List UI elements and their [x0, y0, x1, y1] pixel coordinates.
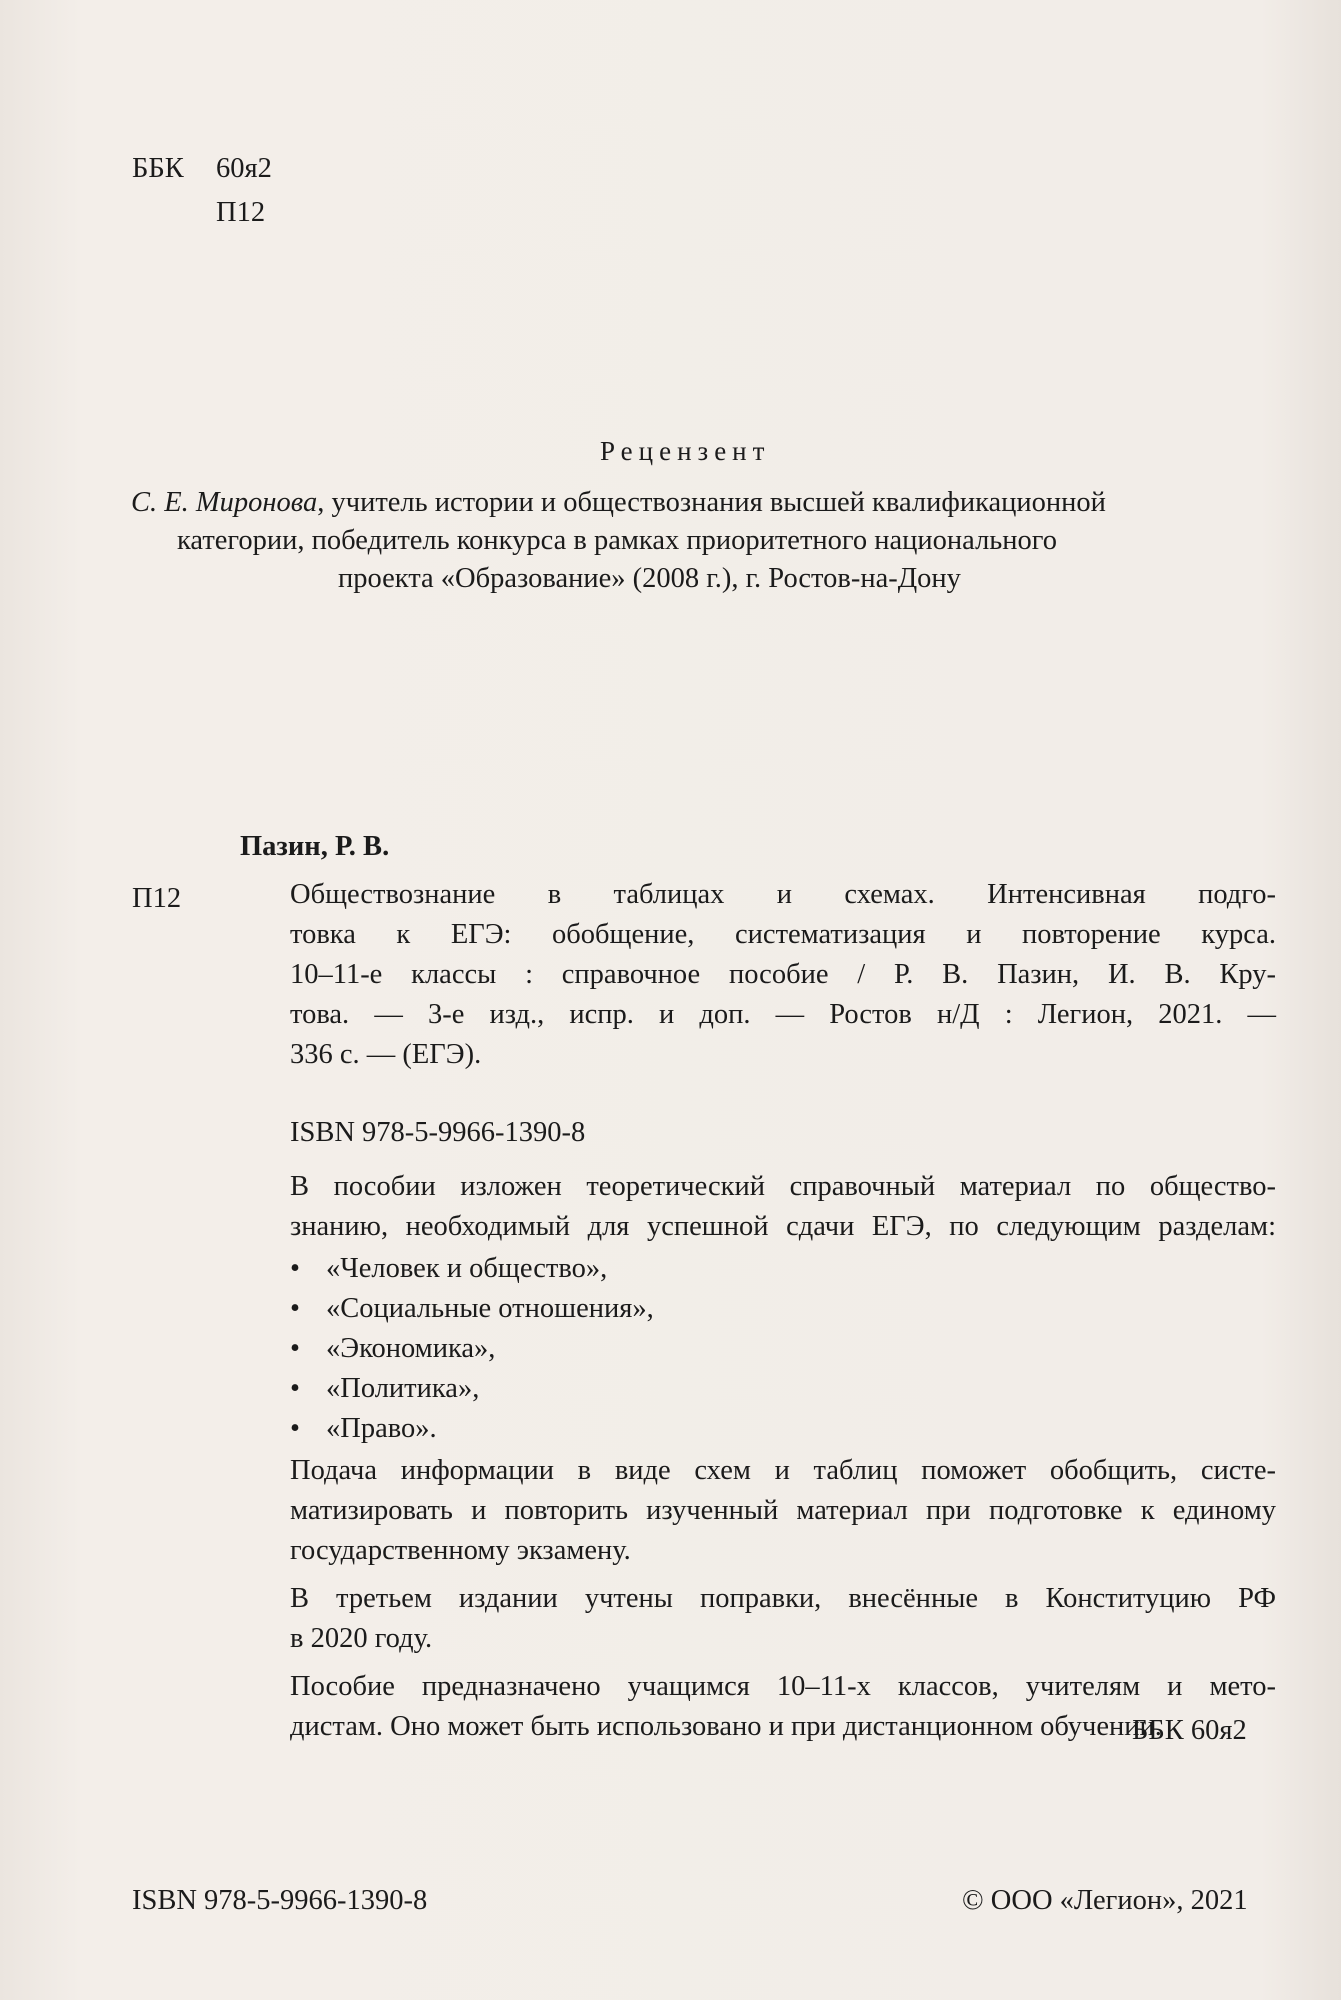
bib-line: 10–11-е классы : справочное пособие / Р. В. Пазин, И. В. Кру- — [290, 959, 1276, 990]
bullet-icon: • — [290, 1333, 300, 1364]
catalog-bib-description — [290, 876, 1276, 1076]
author-mark-top: П12 — [216, 197, 266, 228]
section-label: «Социальные отношения», — [326, 1293, 654, 1324]
bullet-icon: • — [290, 1413, 300, 1444]
section-label: «Политика», — [326, 1373, 480, 1404]
bbk-code: 60я2 — [216, 153, 272, 184]
catalog-isbn: ISBN 978-5-9966-1390-8 — [290, 1117, 586, 1148]
bib-line: това. — 3-е изд., испр. и доп. — Ростов н/Д : Легион, 2021. — — [290, 999, 1276, 1030]
catalog-author-heading: Пазин, Р. В. — [240, 831, 390, 862]
section-list — [290, 1250, 1276, 1450]
section-label: «Экономика», — [326, 1333, 496, 1364]
annotation-para2-line: Подача информации в виде схем и таблиц поможет обобщить, систе- — [290, 1455, 1276, 1486]
bib-line: товка к ЕГЭ: обобщение, систематизация и повторение курса. — [290, 919, 1276, 950]
bullet-icon: • — [290, 1293, 300, 1324]
annotation-para3-line: В третьем издании учтены поправки, внесённые в Конституцию РФ — [290, 1583, 1276, 1614]
section-label: «Человек и общество», — [326, 1253, 608, 1284]
reviewer-name: С. Е. Миронова — [131, 487, 318, 518]
reviewer-line-2: категории, победитель конкурса в рамках приоритетного национального — [177, 525, 1058, 556]
list-item — [290, 1370, 1276, 1410]
annotation — [290, 1168, 1276, 1748]
annotation-para3-line: в 2020 году. — [290, 1623, 433, 1654]
bullet-icon: • — [290, 1253, 300, 1284]
reviewer-line-3: проекта «Образование» (2008 г.), г. Ростов-на-Дону — [338, 563, 961, 594]
reviewer-line-1 — [131, 484, 1280, 522]
list-item — [290, 1330, 1276, 1370]
list-item — [290, 1290, 1276, 1330]
bbk-footer: ББК 60я2 — [1132, 1715, 1247, 1746]
bib-line: Обществознание в таблицах и схемах. Интенсивная подго- — [290, 879, 1276, 910]
section-label: «Право». — [326, 1413, 437, 1444]
reviewer-title: Рецензент — [600, 436, 771, 466]
annotation-intro-line: В пособии изложен теоретический справочный материал по общество- — [290, 1171, 1276, 1202]
annotation-para4-line: Пособие предназначено учащимся 10–11-х классов, учителям и мето- — [290, 1671, 1276, 1702]
reviewer-line-1-rest: , учитель истории и обществознания высшей квалификационной — [317, 487, 1106, 518]
footer-isbn: ISBN 978-5-9966-1390-8 — [132, 1885, 428, 1916]
list-item — [290, 1410, 1276, 1450]
catalog-author-mark: П12 — [132, 883, 182, 914]
bib-line: 336 с. — (ЕГЭ). — [290, 1039, 482, 1070]
annotation-para2-line: государственному экзамену. — [290, 1535, 631, 1566]
footer-copyright: © ООО «Легион», 2021 — [962, 1885, 1248, 1916]
annotation-para2-line: матизировать и повторить изученный материал при подготовке к единому — [290, 1495, 1276, 1526]
bbk-label: ББК — [132, 153, 184, 184]
annotation-intro-line: знанию, необходимый для успешной сдачи ЕГЭ, по следующим разделам: — [290, 1211, 1276, 1242]
bullet-icon: • — [290, 1373, 300, 1404]
list-item — [290, 1250, 1276, 1290]
annotation-para4-line: дистам. Оно может быть использовано и при дистанционном обучении. — [290, 1711, 1162, 1742]
